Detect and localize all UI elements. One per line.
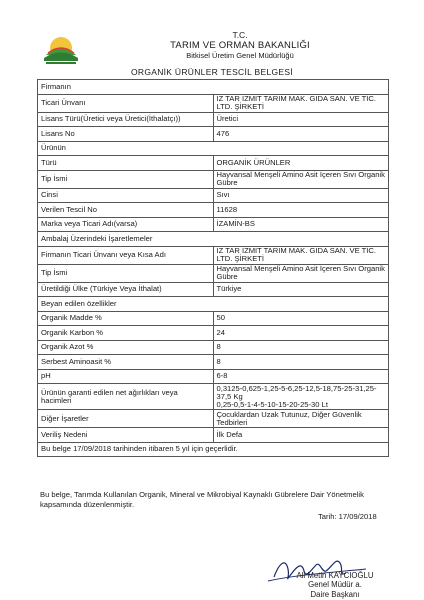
field-label: Ticari Ünvanı bbox=[38, 94, 214, 112]
signer-role: Genel Müdür a. bbox=[308, 580, 362, 589]
field-label: Organik Azot % bbox=[38, 340, 214, 355]
table-row bbox=[38, 311, 389, 326]
section-label: Ürünün bbox=[38, 141, 389, 156]
document-title: ORGANİK ÜRÜNLER TESCİL BELGESİ bbox=[130, 67, 294, 77]
section-row bbox=[38, 232, 389, 247]
table-row bbox=[38, 156, 389, 171]
field-label: Tip İsmi bbox=[38, 264, 214, 282]
table-row bbox=[38, 410, 389, 428]
table-row bbox=[38, 428, 389, 443]
section-label: Beyan edilen özellikler bbox=[38, 297, 389, 312]
field-label: pH bbox=[38, 369, 214, 384]
section-row bbox=[38, 141, 389, 156]
table-row bbox=[38, 326, 389, 341]
field-value: İZAMİN-BS bbox=[213, 217, 389, 232]
field-label: Firmanın Ticari Ünvanı veya Kısa Adı bbox=[38, 246, 214, 264]
field-label: Cinsi bbox=[38, 188, 214, 203]
field-value: Üretici bbox=[213, 112, 389, 127]
field-value: Türkiye bbox=[213, 282, 389, 297]
header-ministry: TARIM VE ORMAN BAKANLIĞI bbox=[170, 40, 310, 51]
field-label: Marka veya Ticari Adı(varsa) bbox=[38, 217, 214, 232]
field-label: Organik Karbon % bbox=[38, 326, 214, 341]
field-label: Lisans No bbox=[38, 127, 214, 142]
section-label: Ambalaj Üzerindeki İşaretlemeler bbox=[38, 232, 389, 247]
signer-dept: Daire Başkanı bbox=[310, 590, 360, 599]
field-label: Türü bbox=[38, 156, 214, 171]
table-row bbox=[38, 217, 389, 232]
ministry-logo-icon bbox=[40, 33, 82, 67]
field-value: ORGANİK ÜRÜNLER bbox=[213, 156, 389, 171]
regulation-note: Bu belge, Tarımda Kullanılan Organik, Mineral ve Mikrobiyal Kaynaklı Gübrelere Dair Yönetmelik kapsamında düzenlenmiştir. bbox=[40, 490, 364, 509]
field-value: 50 bbox=[213, 311, 389, 326]
table-row bbox=[38, 355, 389, 370]
field-label: Ürünün garanti edilen net ağırlıkları veya hacimleri bbox=[38, 384, 214, 410]
field-value: Sıvı bbox=[213, 188, 389, 203]
issue-date: Tarih: 17/09/2018 bbox=[318, 512, 377, 521]
field-value: 8 bbox=[213, 355, 389, 370]
section-row bbox=[38, 80, 389, 95]
field-value: 11628 bbox=[213, 203, 389, 218]
field-value: İZ TAR İZMİT TARIM MAK. GIDA SAN. VE TİC. LTD. ŞİRKETİ bbox=[213, 246, 389, 264]
section-label: Firmanın bbox=[38, 80, 389, 95]
table-row bbox=[38, 188, 389, 203]
field-value: 476 bbox=[213, 127, 389, 142]
field-label: Verilen Tescil No bbox=[38, 203, 214, 218]
field-label: Organik Madde % bbox=[38, 311, 214, 326]
field-value: Hayvansal Menşeli Amino Asit İçeren Sıvı Organik Gübre bbox=[213, 264, 389, 282]
field-label: Veriliş Nedeni bbox=[38, 428, 214, 443]
table-row bbox=[38, 340, 389, 355]
field-label: Serbest Aminoasit % bbox=[38, 355, 214, 370]
table-row bbox=[38, 384, 389, 410]
field-label: Diğer İşaretler bbox=[38, 410, 214, 428]
field-value: 8 bbox=[213, 340, 389, 355]
registration-table bbox=[37, 79, 389, 457]
header-directorate: Bitkisel Üretim Genel Müdürlüğü bbox=[186, 51, 294, 60]
field-value: Çocuklardan Uzak Tutunuz, Diğer Güvenlik Tedbirleri bbox=[213, 410, 389, 428]
field-value: Hayvansal Menşeli Amino Asit İçeren Sıvı Organik Gübre bbox=[213, 170, 389, 188]
field-value: 6-8 bbox=[213, 369, 389, 384]
table-row bbox=[38, 170, 389, 188]
header-tc: T.C. bbox=[232, 30, 248, 40]
signer-name: Ali Metin KAYCIOĞLU bbox=[296, 571, 374, 580]
field-label: Üretildiği Ülke (Türkiye Veya İthalat) bbox=[38, 282, 214, 297]
table-row bbox=[38, 369, 389, 384]
table-row bbox=[38, 203, 389, 218]
section-label: Bu belge 17/09/2018 tarihinden itibaren 5 yıl için geçerlidir. bbox=[38, 442, 389, 457]
table-row bbox=[38, 127, 389, 142]
field-value: İlk Defa bbox=[213, 428, 389, 443]
field-value: 24 bbox=[213, 326, 389, 341]
field-value: 0,3125-0,625-1,25-5-6,25-12,5-18,75-25-31,25-37,5 Kg 0,25-0,5-1-4-5-10-15-20-25-30 Lt bbox=[213, 384, 389, 410]
table-row bbox=[38, 112, 389, 127]
field-label: Lisans Türü(Üretici veya Üretici(İthalatçı)) bbox=[38, 112, 214, 127]
table-row bbox=[38, 94, 389, 112]
field-value: İZ TAR İZMİT TARIM MAK. GIDA SAN. VE TİC. LTD. ŞİRKETİ bbox=[213, 94, 389, 112]
table-row bbox=[38, 246, 389, 264]
field-label: Tip İsmi bbox=[38, 170, 214, 188]
section-row bbox=[38, 297, 389, 312]
table-row bbox=[38, 282, 389, 297]
table-row bbox=[38, 264, 389, 282]
section-row bbox=[38, 442, 389, 457]
